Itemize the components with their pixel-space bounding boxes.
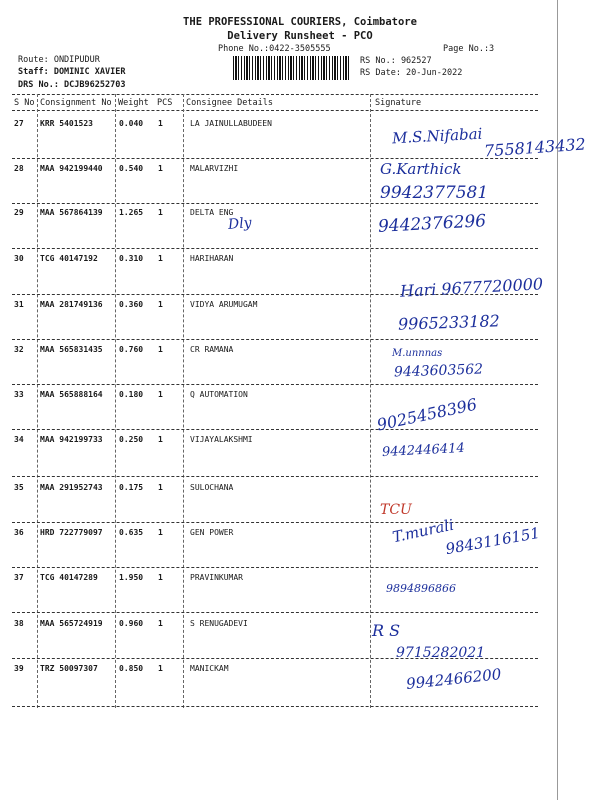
handwriting: 9843116151 xyxy=(444,523,542,559)
runsheet-subtitle: Delivery Runsheet - PCO xyxy=(227,30,373,42)
rs-number: RS No.: 962527 xyxy=(360,56,432,66)
table-top-line xyxy=(12,94,538,95)
handwriting: TCU xyxy=(380,502,412,518)
cell-consignment: MAA 291952743 xyxy=(40,483,103,492)
handwriting: 9894896866 xyxy=(386,582,456,595)
cell-consignment: MAA 942199733 xyxy=(40,435,103,444)
handwriting: 9942377581 xyxy=(380,183,489,203)
handwriting: 9442376296 xyxy=(377,211,487,237)
cell-consignment: MAA 565724919 xyxy=(40,619,103,628)
row-divider xyxy=(12,158,538,159)
cell-consignee: PRAVINKUMAR xyxy=(190,573,243,582)
col-pcs: PCS xyxy=(157,98,173,108)
handwriting: M.unnnas xyxy=(392,348,443,359)
cell-weight: 0.175 xyxy=(119,483,144,492)
row-divider xyxy=(12,384,538,385)
cell-weight: 0.250 xyxy=(119,435,144,444)
drs-number: DRS No.: DCJB96252703 xyxy=(18,80,126,90)
handwriting: G.Karthick xyxy=(380,160,462,178)
cell-sno: 28 xyxy=(14,164,24,173)
cell-consignee: CR RAMANA xyxy=(190,345,234,354)
row-divider xyxy=(12,567,538,568)
cell-pcs: 1 xyxy=(158,345,163,354)
header-bottom-line xyxy=(12,110,538,111)
cell-consignment: TCG 40147289 xyxy=(40,573,98,582)
col-divider xyxy=(115,94,116,708)
row-divider xyxy=(12,612,538,613)
cell-consignment: KRR 5401523 xyxy=(40,119,93,128)
cell-pcs: 1 xyxy=(158,573,163,582)
cell-pcs: 1 xyxy=(158,483,163,492)
col-divider xyxy=(370,94,371,708)
cell-pcs: 1 xyxy=(158,435,163,444)
cell-consignee: Q AUTOMATION xyxy=(190,390,248,399)
col-sno: S No xyxy=(14,98,35,108)
col-consignment: Consignment No xyxy=(40,98,112,108)
page-edge-line xyxy=(557,0,558,800)
cell-weight: 1.265 xyxy=(119,208,144,217)
cell-weight: 0.635 xyxy=(119,528,144,537)
handwriting: 9715282021 xyxy=(396,645,486,661)
cell-sno: 32 xyxy=(14,345,24,354)
cell-sno: 27 xyxy=(14,119,24,128)
cell-sno: 36 xyxy=(14,528,24,537)
handwriting: T.murali xyxy=(390,515,456,547)
cell-weight: 0.310 xyxy=(119,254,144,263)
route-label: Route: ONDIPUDUR xyxy=(18,55,100,65)
cell-pcs: 1 xyxy=(158,390,163,399)
cell-consignee: VIJAYALAKSHMI xyxy=(190,435,253,444)
cell-pcs: 1 xyxy=(158,164,163,173)
cell-consignment: TCG 40147192 xyxy=(40,254,98,263)
cell-sno: 37 xyxy=(14,573,24,582)
col-divider xyxy=(183,94,184,708)
signature-scribble: Dly xyxy=(227,215,253,233)
cell-consignee: S RENUGADEVI xyxy=(190,619,248,628)
cell-consignment: HRD 722779097 xyxy=(40,528,103,537)
cell-sno: 31 xyxy=(14,300,24,309)
cell-weight: 0.360 xyxy=(119,300,144,309)
cell-weight: 0.180 xyxy=(119,390,144,399)
handwriting: 9942466200 xyxy=(405,665,503,693)
cell-weight: 0.850 xyxy=(119,664,144,673)
row-divider xyxy=(12,522,538,523)
cell-consignment: MAA 942199440 xyxy=(40,164,103,173)
cell-sno: 30 xyxy=(14,254,24,263)
cell-consignment: MAA 567864139 xyxy=(40,208,103,217)
row-divider xyxy=(12,339,538,340)
handwriting: 9965233182 xyxy=(397,311,501,334)
cell-weight: 0.760 xyxy=(119,345,144,354)
row-divider xyxy=(12,476,538,477)
cell-consignee: GEN POWER xyxy=(190,528,234,537)
company-title: THE PROFESSIONAL COURIERS, Coimbatore xyxy=(183,16,417,28)
cell-consignee: MANICKAM xyxy=(190,664,229,673)
handwriting: 7558143432 xyxy=(483,134,587,161)
cell-pcs: 1 xyxy=(158,119,163,128)
cell-consignment: MAA 281749136 xyxy=(40,300,103,309)
cell-weight: 0.960 xyxy=(119,619,144,628)
cell-consignment: MAA 565888164 xyxy=(40,390,103,399)
handwriting: 9443603562 xyxy=(393,361,484,381)
cell-consignment: MAA 565831435 xyxy=(40,345,103,354)
row-divider xyxy=(12,248,538,249)
cell-sno: 33 xyxy=(14,390,24,399)
row-divider xyxy=(12,706,538,707)
cell-pcs: 1 xyxy=(158,664,163,673)
cell-sno: 39 xyxy=(14,664,24,673)
cell-pcs: 1 xyxy=(158,619,163,628)
cell-sno: 38 xyxy=(14,619,24,628)
rs-date: RS Date: 20-Jun-2022 xyxy=(360,68,463,78)
cell-sno: 35 xyxy=(14,483,24,492)
handwriting: M.S.Nifabai xyxy=(391,124,483,148)
staff-label: Staff: DOMINIC XAVIER xyxy=(18,67,126,77)
col-signature: Signature xyxy=(375,98,422,108)
phone-number: Phone No.:0422-3505555 xyxy=(218,44,331,54)
handwriting: 9442446414 xyxy=(381,440,466,461)
handwriting: 9025458396 xyxy=(375,394,479,435)
page-number: Page No.:3 xyxy=(443,44,495,54)
col-divider xyxy=(37,94,38,708)
cell-pcs: 1 xyxy=(158,528,163,537)
row-divider xyxy=(12,203,538,204)
cell-consignee: MALARVIZHI xyxy=(190,164,239,173)
cell-pcs: 1 xyxy=(158,208,163,217)
barcode xyxy=(233,56,351,80)
cell-weight: 0.040 xyxy=(119,119,144,128)
cell-consignee: HARIHARAN xyxy=(190,254,234,263)
cell-sno: 29 xyxy=(14,208,24,217)
cell-consignee: DELTA ENG xyxy=(190,208,234,217)
row-divider xyxy=(12,429,538,430)
col-weight: Weight xyxy=(118,98,149,108)
cell-consignee: LA JAINULLABUDEEN xyxy=(190,119,272,128)
cell-weight: 1.950 xyxy=(119,573,144,582)
cell-weight: 0.540 xyxy=(119,164,144,173)
cell-consignment: TRZ 50097307 xyxy=(40,664,98,673)
cell-consignee: SULOCHANA xyxy=(190,483,234,492)
col-consignee: Consignee Details xyxy=(186,98,273,108)
cell-pcs: 1 xyxy=(158,254,163,263)
cell-pcs: 1 xyxy=(158,300,163,309)
signature-scribble: R S xyxy=(372,621,401,640)
cell-consignee: VIDYA ARUMUGAM xyxy=(190,300,258,309)
cell-sno: 34 xyxy=(14,435,24,444)
handwriting: Hari 9677720000 xyxy=(399,274,544,301)
